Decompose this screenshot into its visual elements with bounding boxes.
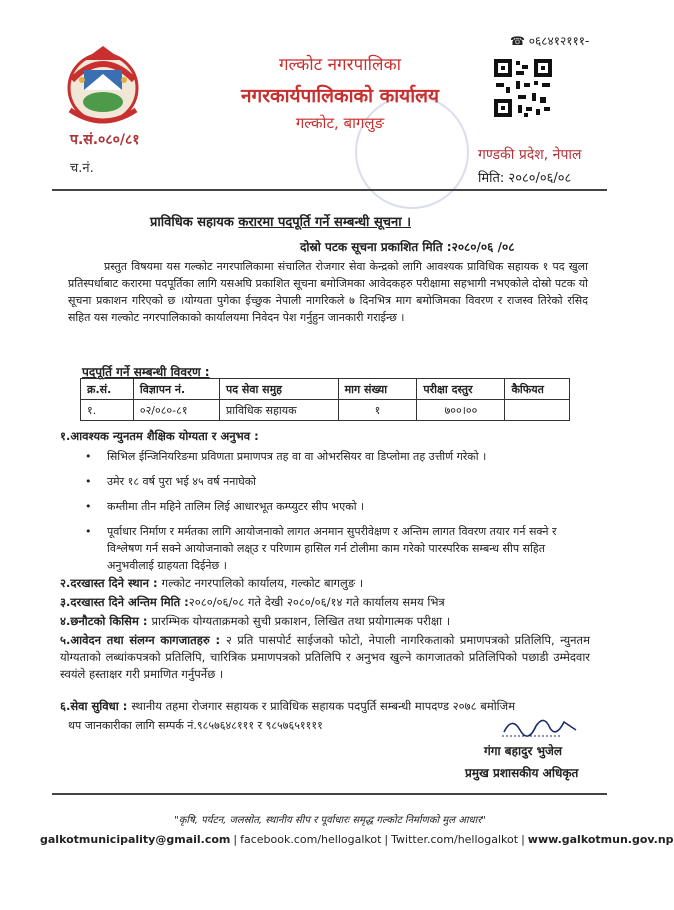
footer-separator: | xyxy=(521,833,525,846)
selection-method-label: ४.छनौटको किसिम : xyxy=(60,614,152,628)
header-divider xyxy=(52,189,607,191)
required-documents xyxy=(60,632,590,683)
footer-facebook-link[interactable]: facebook.com/hellogalkot xyxy=(240,833,382,846)
phone-icon: ☎ xyxy=(510,34,525,48)
province-name: गण्डकी प्रदेश, नेपाल xyxy=(478,147,582,163)
application-place-label: २.दरखास्त दिने स्थान : xyxy=(60,576,162,590)
qr-code-icon xyxy=(492,57,554,119)
header-post: पद सेवा समुह xyxy=(219,379,338,400)
application-place-text: गल्कोट नगरपालिको कार्यालय, गल्कोट बागलुङ । xyxy=(161,576,364,590)
details-heading: पदपूर्ति गर्ने सम्बन्धी विवरण : xyxy=(82,365,210,379)
application-deadline xyxy=(60,594,445,611)
list-item xyxy=(85,523,595,574)
selection-method-text: प्रारम्भिक योग्यताक्रमको सुची प्रकाशन, लिखित तथा प्रयोगात्मक परीक्षा । xyxy=(151,614,451,628)
dispatch-number: च.नं. xyxy=(70,161,94,176)
cell-demand-count: १ xyxy=(338,400,417,421)
application-place xyxy=(60,575,363,592)
qualifications-heading: १.आवश्यक न्युनतम शैक्षिक योग्यता र अनुभव : xyxy=(60,429,259,443)
notice-subject xyxy=(150,212,411,230)
service-benefits-label: ६.सेवा सुविधा : xyxy=(60,699,132,713)
required-documents-label: ५.आवेदन तथा संलग्न कागजातहरु : xyxy=(60,633,226,647)
application-deadline-text: २०८०/०६/०८ गते देखी २०८०/०६/१४ गते कार्यालय समय भित्र xyxy=(188,595,445,609)
footer-slogan: "कृषि, पर्यटन, जलस्रोत, स्थानीय सीप र पूर्वाधारः समृद्ध गल्कोट निर्माणको मुल आधार" xyxy=(174,815,486,826)
bullet-icon: • xyxy=(85,450,92,463)
nepal-government-emblem xyxy=(62,40,144,132)
phone-line xyxy=(510,32,589,49)
header-remarks: कैफियत xyxy=(505,379,570,400)
office-address: गल्कोट, बागलुङ xyxy=(295,114,385,132)
header-serial: क्र.सं. xyxy=(81,379,134,400)
cell-exam-fee: ७००।०० xyxy=(417,400,505,421)
contact-numbers: थप जानकारीका लागि सम्पर्क नं.९८५७६४८१११ र ९८५७६५११११ xyxy=(68,719,323,732)
header-advertisement-no: विज्ञापन नं. xyxy=(133,379,219,400)
list-item-text: सिभिल ईन्जिनियरिङमा प्रविणता प्रमाणपत्र तह वा वा ओभरसियर वा डिप्लोमा तह उत्तीर्ण गरेको । xyxy=(107,450,487,463)
table-row xyxy=(81,400,570,421)
notice-body: प्रस्तुत विषयमा यस गल्कोट नगरपालिकामा संचालित रोजगार सेवा केन्द्रको लागि आवश्यक प्राविधिक सहायक १ पद खुला प्रतिस्पर्धाबाट करारमा पदपूर्तिका लागि यसअघि प्रकाशित सूचना बमोजिमका आवेदकहरु परीक्षामा सहभागी नभएकोले दोस्रो पटक यो सूचना प्रकाशन गरिएको छ ।योग्यता पुगेका ईच्छुक नेपाली नागरिकले ७ दिनभित्र माग बमोजिमका विवरण र राजस्व तिरेको रसिद सहित यस गल्कोट नगरपालिकाको कार्यालयमा निवेदन पेश गर्नुहुन जानकारी गराईन्छ । xyxy=(68,260,588,324)
list-item xyxy=(85,473,595,490)
list-item xyxy=(85,498,595,515)
service-benefits-text: स्थानीय तहमा रोजगार सहायक र प्राविधिक सहायक पदपुर्ति सम्बन्धी मापदण्ड २०७८ बमोजिम xyxy=(131,699,516,713)
signer-name: गंगा बहादुर भुजेल xyxy=(484,744,563,758)
bullet-icon: • xyxy=(85,500,92,513)
list-item-text: पूर्वाधार निर्माण र मर्मतका लागि आयोजनाको लागत अनमान सुपरीवेक्षण र अन्तिम लागत विवरण तयार गर्न सक्ने र विश्लेषण गर्न सक्ने आयोजनाको लक्ष्उ र परिणाम हासिल गर्न टोलीमा काम गरेको पारस्परिक सम्बन्ध सीप सहित अनुभवीलाई ग्राहयता दिईनेछ । xyxy=(107,525,557,572)
header-exam-fee: परीक्षा दस्तुर xyxy=(417,379,505,400)
cell-remarks xyxy=(505,400,570,421)
phone-number: ०६८४१२१११- xyxy=(528,34,590,48)
subject-underlined: करारमा पदपूर्ति गर्ने सम्बन्धी सूचना । xyxy=(238,215,412,230)
list-item-text: कम्तीमा तीन महिने तालिम लिई आधारभूत कम्प्युटर सीप भएको । xyxy=(107,500,365,513)
list-item-text: उमेर १८ वर्ष पुरा भई ४५ वर्ष ननाघेको xyxy=(107,475,256,488)
bullet-icon: • xyxy=(85,525,92,538)
table-header-row xyxy=(81,379,570,400)
required-documents-text: २ प्रति पासपोर्ट साईजको फोटो, नेपाली नागरिकताको प्रमाणपत्रको प्रतिलिपि, न्युनतम योग्यताको लब्धांकपत्रको प्रतिलिपि, चारित्रिक प्रमाणपत्रको प्रतिलिपि र अनुभव खुल्ने कागजातको प्रतिलिपिको पछाडी उम्मेदवार स्वयंले हस्ताक्षर गरी प्रमाणित गर्नुपर्नेछ । xyxy=(60,633,590,681)
footer-twitter-link[interactable]: Twitter.com/hellogalkot xyxy=(391,833,519,846)
vacancy-table xyxy=(80,378,570,421)
application-deadline-label: ३.दरखास्त दिने अन्तिम मिति : xyxy=(60,595,189,609)
office-name: नगरकार्यपालिकाको कार्यालय xyxy=(240,85,440,107)
cell-serial: १. xyxy=(81,400,134,421)
signature-scribble xyxy=(500,712,580,740)
footer-divider xyxy=(52,793,607,795)
footer-website-link[interactable]: www.galkotmun.gov.np xyxy=(527,833,674,846)
cell-post: प्राविधिक सहायक xyxy=(219,400,338,421)
list-item xyxy=(85,448,595,465)
footer-separator: | xyxy=(384,833,389,846)
reference-number: प.सं.०८०/८१ xyxy=(70,132,140,148)
subject-prefix: प्राविधिक सहायक xyxy=(150,215,239,230)
header-demand-count: माग संख्या xyxy=(338,379,417,400)
footer-email-link[interactable]: galkotmunicipality@gmail.com xyxy=(40,833,231,846)
municipality-name: गल्कोट नगरपालिका xyxy=(278,55,402,75)
second-notice-date: दोस्रो पटक सूचना प्रकाशित मिति :२०८०/०६ /०८ xyxy=(300,240,515,254)
footer-separator: | xyxy=(233,833,238,846)
qualifications-list xyxy=(85,448,595,582)
cell-advertisement-no: ०२/०८०-८१ xyxy=(133,400,219,421)
footer-links xyxy=(40,833,674,846)
letter-date: मिति: २०८०/०६/०८ xyxy=(478,171,572,186)
bullet-icon: • xyxy=(85,475,92,488)
signer-title: प्रमुख प्रशासकीय अधिकृत xyxy=(465,766,579,780)
selection-method xyxy=(60,613,450,630)
